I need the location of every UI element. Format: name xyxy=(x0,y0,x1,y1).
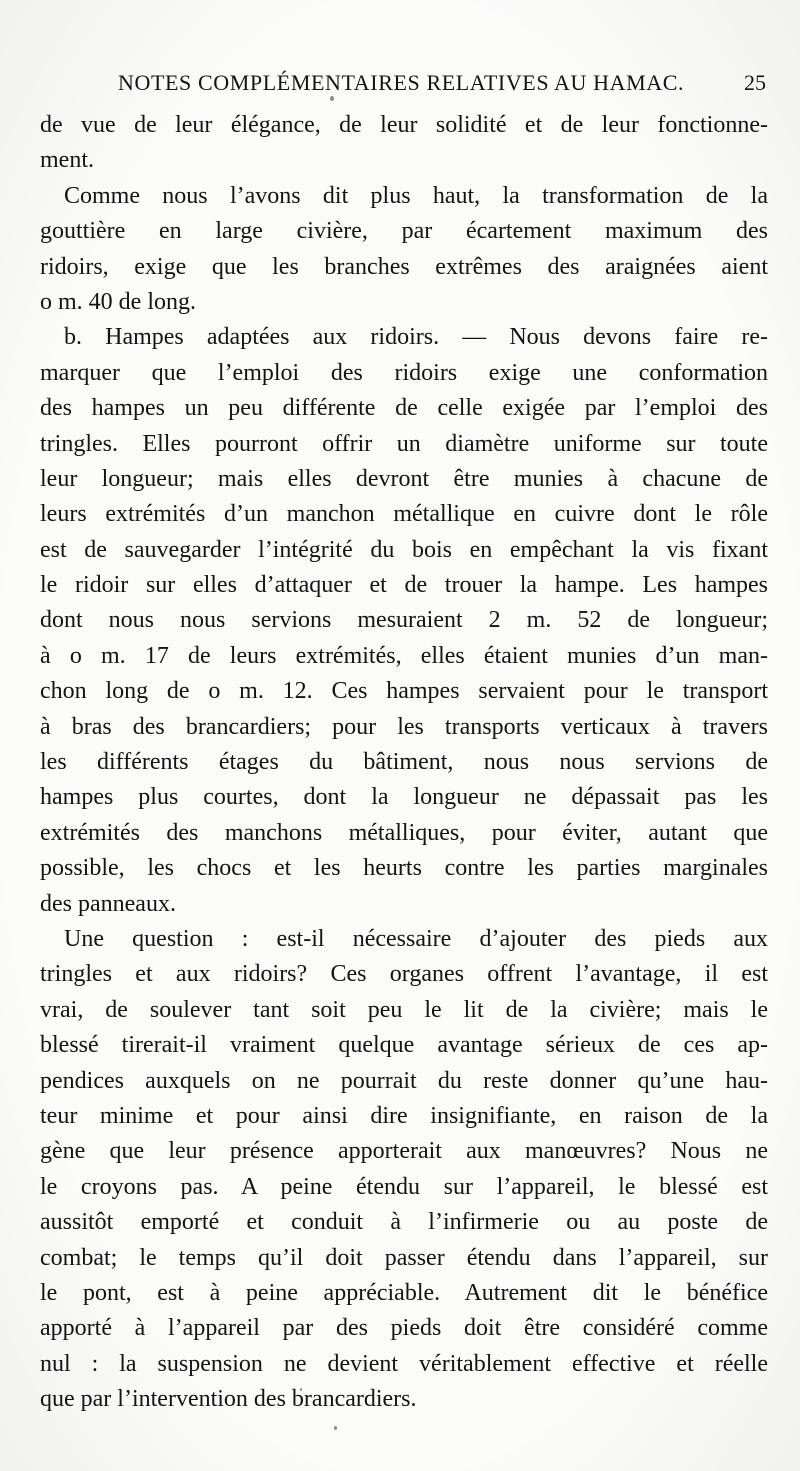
text-line: leur longueur; mais elles devront être munies à chacune de xyxy=(40,465,768,492)
text-line: les différents étages du bâtiment, nous nous servions de xyxy=(40,749,768,776)
body-text xyxy=(40,108,768,1417)
text-line: à bras des brancardiers; pour les transports verticaux à travers xyxy=(40,713,768,740)
text-line: combat; le temps qu’il doit passer étendu dans l’appareil, sur xyxy=(40,1244,768,1271)
text-line: à o m. 17 de leurs extrémités, elles étaient munies d’un man- xyxy=(40,642,768,669)
paragraph-first-line: Une question : est-il nécessaire d’ajouter des pieds aux xyxy=(64,925,768,952)
text-line: chon long de o m. 12. Ces hampes servaient pour le transport xyxy=(40,678,768,705)
text-line: possible, les chocs et les heurts contre les parties marginales xyxy=(40,855,768,882)
text-line: vrai, de soulever tant soit peu le lit de la civière; mais le xyxy=(40,996,768,1023)
text-line: le pont, est à peine appréciable. Autrement dit le bénéfice xyxy=(40,1279,768,1306)
text-line: hampes plus courtes, dont la longueur ne dépassait pas les xyxy=(40,784,768,811)
text-line: tringles. Elles pourront offrir un diamètre uniforme sur toute xyxy=(40,430,768,457)
text-line: pendices auxquels on ne pourrait du reste donner qu’une hau- xyxy=(40,1067,768,1094)
text-line: apporté à l’appareil par des pieds doit être considéré comme xyxy=(40,1315,768,1342)
text-line: nul : la suspension ne devient véritablement effective et réelle xyxy=(40,1350,768,1377)
text-line: leurs extrémités d’un manchon métallique en cuivre dont le rôle xyxy=(40,501,768,528)
text-line: marquer que l’emploi des ridoirs exige une conformation xyxy=(40,359,768,386)
text-line: aussitôt emporté et conduit à l’infirmerie ou au poste de xyxy=(40,1209,768,1236)
text-line: le ridoir sur elles d’attaquer et de trouer la hampe. Les hampes xyxy=(40,572,768,599)
text-line: extrémités des manchons métalliques, pour éviter, autant que xyxy=(40,819,768,846)
paper-speck xyxy=(334,1426,337,1430)
text-line: ment. xyxy=(40,147,94,174)
text-line: le croyons pas. A peine étendu sur l’appareil, le blessé est xyxy=(40,1173,768,1200)
paragraph-first-line: Comme nous l’avons dit plus haut, la transformation de la xyxy=(64,182,768,209)
text-line: de vue de leur élégance, de leur solidité et de leur fonctionne- xyxy=(40,112,768,138)
text-line: teur minime et pour ainsi dire insignifiante, en raison de la xyxy=(40,1102,768,1129)
page-header xyxy=(118,70,766,104)
text-line: que par l’intervention des brancardiers. xyxy=(40,1386,417,1413)
text-line: o m. 40 de long. xyxy=(40,288,196,315)
page-number: 25 xyxy=(744,70,766,95)
text-line: des hampes un peu différente de celle exigée par l’emploi des xyxy=(40,395,768,422)
text-line: ridoirs, exige que les branches extrêmes des araignées aient xyxy=(40,253,768,280)
text-line: gouttière en large civière, par écartement maximum des xyxy=(40,218,768,245)
section-heading-line: b. Hampes adaptées aux ridoirs. — Nous devons faire re- xyxy=(64,324,768,351)
text-line: des panneaux. xyxy=(40,890,176,917)
text-line: tringles et aux ridoirs? Ces organes offrent l’avantage, il est xyxy=(40,961,768,988)
running-head: NOTES COMPLÉMENTAIRES RELATIVES AU HAMAC. xyxy=(118,70,685,95)
text-line: gène que leur présence apporterait aux manœuvres? Nous ne xyxy=(40,1138,768,1165)
text-line: blessé tirerait-il vraiment quelque avantage sérieux de ces ap- xyxy=(40,1032,768,1059)
text-line: est de sauvegarder l’intégrité du bois en empêchant la vis fixant xyxy=(40,536,768,563)
text-line: dont nous nous servions mesuraient 2 m. 52 de longueur; xyxy=(40,607,768,634)
